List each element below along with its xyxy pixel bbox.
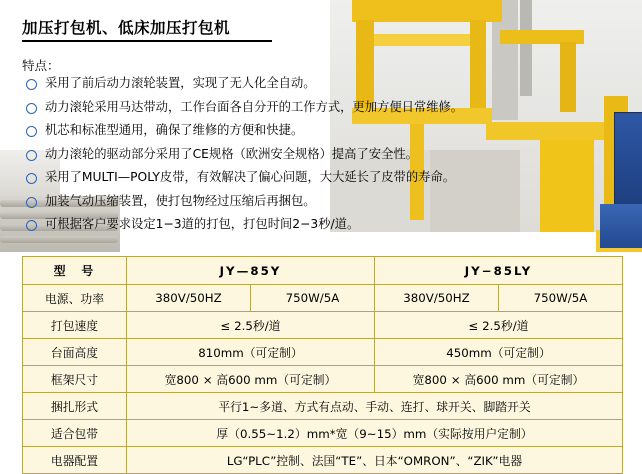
page-title: 加压打包机、低床加压打包机 [22, 19, 231, 37]
row-label: 打包速度 [23, 312, 127, 339]
list-item-text: 加装气动压缩装置，使打包物经过压缩后再捆包。 [45, 193, 316, 208]
table-row [23, 339, 623, 366]
list-item [26, 170, 526, 185]
features-heading: 特点： [22, 58, 60, 73]
list-item [26, 217, 526, 232]
cell-strapping-mode: 平行1~多道、方式有点动、手动、连打、球开关、脚踏开关 [127, 393, 623, 420]
list-item [26, 76, 526, 91]
cell-speed-b: ≤ 2.5秒/道 [375, 312, 623, 339]
cell-power-b-voltage: 380V/50HZ [375, 285, 499, 312]
cell-power-a-voltage: 380V/50HZ [127, 285, 251, 312]
row-label: 适合包带 [23, 420, 127, 447]
cell-frame-a: 宽800 × 高600 mm（可定制） [127, 366, 375, 393]
circle-bullet-icon [26, 220, 37, 231]
list-item-text: 动力滚轮的驱动部分采用了CE规格（欧洲安全规格）提高了安全性。 [45, 146, 418, 161]
header-cell-model-a: JY—85Y [127, 257, 375, 285]
list-item [26, 147, 526, 162]
row-label: 电源、功率 [23, 285, 127, 312]
list-item-text: 采用了前后动力滚轮装置，实现了无人化全自动。 [45, 76, 316, 90]
list-item [26, 100, 526, 115]
cell-electrics: LG“PLC”控制、法国“TE”、日本“OMRON”、“ZIK”电器 [127, 447, 623, 474]
table-row [23, 447, 623, 474]
title-underline [22, 40, 272, 42]
circle-bullet-icon [26, 150, 37, 161]
list-item-text: 可根据客户要求设定1−3道的打包，打包时间2−3秒/道。 [45, 217, 360, 231]
circle-bullet-icon [26, 126, 37, 137]
circle-bullet-icon [26, 197, 37, 208]
table-row [23, 393, 623, 420]
list-item-text: 采用了MULTI—POLY皮带，有效解决了偏心问题，大大延长了皮带的寿命。 [45, 170, 456, 184]
cell-frame-b: 宽800 × 高600 mm（可定制） [375, 366, 623, 393]
circle-bullet-icon [26, 173, 37, 184]
cell-power-b-watt: 750W/5A [499, 285, 623, 312]
cell-strap-spec: 厚（0.55~1.2）mm*宽（9~15）mm（实际按用户定制） [127, 420, 623, 447]
table-row [23, 420, 623, 447]
list-item-text: 动力滚轮采用马达带动，工作台面各自分开的工作方式，更加方便日常维修。 [45, 99, 464, 114]
circle-bullet-icon [26, 103, 37, 114]
list-item-text: 机芯和标准型通用，确保了维修的方便和快捷。 [45, 123, 304, 137]
table-row [23, 366, 623, 393]
row-label: 框架尺寸 [23, 366, 127, 393]
cell-height-a: 810mm（可定制） [127, 339, 375, 366]
circle-bullet-icon [26, 79, 37, 90]
row-label: 电器配置 [23, 447, 127, 474]
cell-height-b: 450mm（可定制） [375, 339, 623, 366]
header-cell-model-b: JY−85LY [375, 257, 623, 285]
table-row [23, 285, 623, 312]
specification-table [22, 256, 623, 474]
row-label: 捆扎形式 [23, 393, 127, 420]
table-header-row [23, 257, 623, 285]
cell-speed-a: ≤ 2.5秒/道 [127, 312, 375, 339]
list-item [26, 123, 526, 138]
features-list [26, 76, 526, 241]
table-row [23, 312, 623, 339]
row-label: 台面高度 [23, 339, 127, 366]
cell-power-a-watt: 750W/5A [251, 285, 375, 312]
header-cell-label: 型 号 [23, 257, 127, 285]
list-item [26, 194, 526, 209]
